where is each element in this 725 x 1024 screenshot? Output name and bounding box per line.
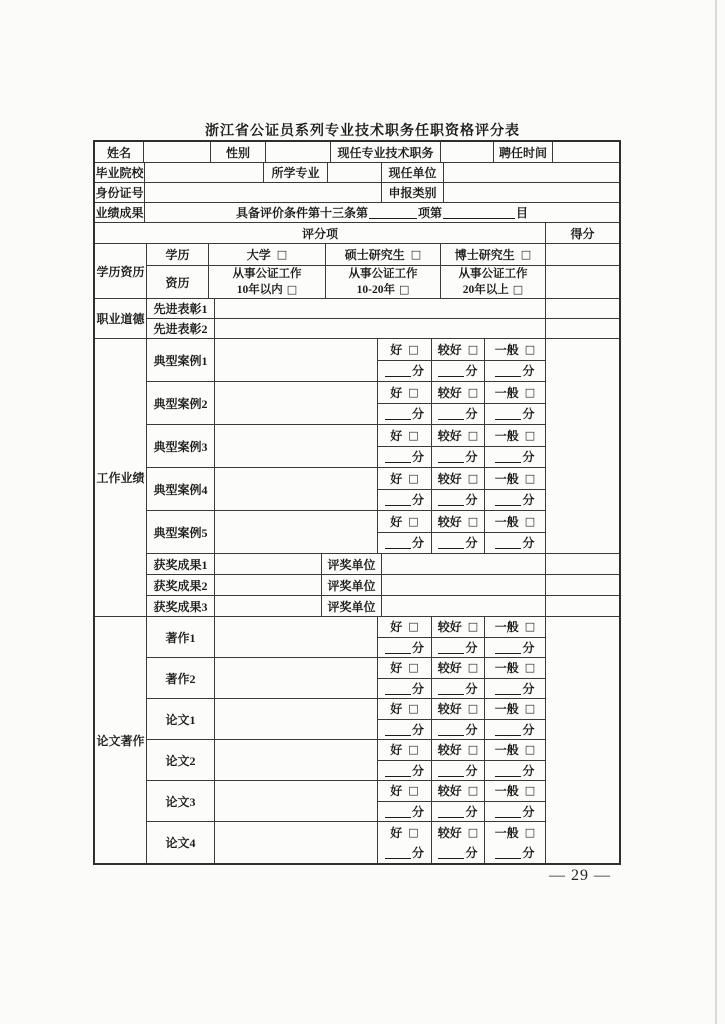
checkbox-icon: □ [408, 471, 419, 485]
checkbox-icon: □ [408, 661, 419, 675]
education-group-label: 学历资历 [95, 244, 147, 299]
case-row [147, 425, 546, 468]
publication-rating [378, 822, 546, 863]
case-row [147, 511, 546, 554]
award-unit-value [382, 554, 546, 575]
ethics-group-label: 职业道德 [95, 299, 147, 339]
rating-normal-label: 一般 [494, 471, 519, 486]
publication-rating [378, 740, 546, 781]
checkbox-icon: □ [467, 514, 479, 528]
case-rating [378, 382, 546, 425]
rating-normal-label: 一般 [494, 661, 519, 676]
checkbox-icon: □ [398, 282, 410, 296]
rating-good-label: 好 [390, 385, 403, 400]
rating-good-label: 好 [390, 743, 403, 758]
score-header-row [95, 223, 619, 244]
checkbox-icon: □ [467, 342, 479, 356]
publication-content [215, 699, 378, 740]
score-blank: 分 [378, 802, 432, 823]
achievement-text-pre: 具备评价条件第十三条第 [235, 206, 368, 220]
checkbox-icon: □ [524, 661, 536, 675]
checkbox-icon: □ [467, 825, 479, 839]
ethics-row [147, 319, 619, 339]
publication-label: 论文3 [147, 781, 215, 822]
publications-score-cell [546, 617, 619, 863]
score-blank: 分 [378, 679, 432, 700]
award-row [147, 575, 619, 596]
award-value [215, 554, 322, 575]
checkbox-icon: □ [524, 702, 536, 716]
section-ethics [95, 299, 619, 339]
checkbox-icon: □ [408, 702, 419, 716]
degree-score-cell [546, 244, 619, 266]
rating-normal-label: 一般 [494, 428, 519, 443]
rating-better-label: 较好 [437, 825, 462, 840]
id-number-label: 身份证号 [95, 183, 145, 203]
score-blank: 分 [378, 533, 432, 555]
award-label: 获奖成果3 [147, 596, 215, 617]
checkbox-icon: □ [410, 248, 422, 261]
award-unit-label: 评奖单位 [322, 596, 382, 617]
performance-group-label: 工作业绩 [95, 339, 147, 617]
rating-better-label: 较好 [437, 661, 462, 676]
checkbox-icon: □ [408, 428, 419, 442]
id-number-value [145, 183, 382, 203]
score-blank: 分 [378, 843, 432, 864]
section-performance [95, 339, 619, 617]
info-row-2 [95, 163, 619, 183]
score-blank: 分 [378, 447, 432, 469]
checkbox-icon: □ [524, 428, 536, 442]
page-title: 浙江省公证员系列专业技术职务任职资格评分表 [205, 124, 520, 139]
achievement-condition [145, 203, 619, 223]
commendation-value [215, 299, 546, 319]
major-value [328, 163, 382, 183]
checkbox-icon: □ [467, 471, 479, 485]
rating-better-label: 较好 [437, 385, 462, 400]
name-label: 姓名 [95, 142, 144, 163]
experience-option-under10: 从事公证工作 10年以内 □ [209, 266, 326, 299]
page-number: — 29 — [549, 867, 611, 884]
unit-value [444, 163, 619, 183]
publication-content [215, 781, 378, 822]
score-items-header: 评分项 [95, 223, 546, 244]
achievement-label: 业绩成果 [95, 203, 145, 223]
rating-good-label: 好 [390, 514, 403, 529]
checkbox-icon: □ [524, 342, 536, 356]
rating-normal-label: 一般 [494, 825, 519, 840]
score-blank: 分 [485, 361, 546, 383]
score-blank: 分 [485, 761, 546, 782]
award-unit-value [382, 596, 546, 617]
award-value [215, 596, 322, 617]
case-content [215, 425, 378, 468]
case-label: 典型案例3 [147, 425, 215, 468]
score-blank: 分 [485, 490, 546, 512]
checkbox-icon: □ [467, 702, 479, 716]
checkbox-icon: □ [467, 743, 479, 757]
degree-option-university: 大学 □ [209, 244, 326, 266]
checkbox-icon: □ [408, 514, 419, 528]
checkbox-icon: □ [408, 825, 419, 839]
score-blank: 分 [432, 447, 485, 469]
publication-label: 著作1 [147, 617, 215, 658]
case-row [147, 339, 546, 382]
degree-label: 学历 [147, 244, 209, 266]
case-rating [378, 425, 546, 468]
score-blank: 分 [378, 361, 432, 383]
current-position-value [441, 142, 494, 163]
info-row-1 [95, 142, 619, 163]
checkbox-icon: □ [467, 428, 479, 442]
score-blank: 分 [485, 720, 546, 741]
award-unit-value [382, 575, 546, 596]
checkbox-icon: □ [467, 661, 479, 675]
school-label: 毕业院校 [95, 163, 145, 183]
score-blank: 分 [432, 761, 485, 782]
score-blank: 分 [378, 490, 432, 512]
checkbox-icon: □ [524, 385, 536, 399]
score-blank: 分 [432, 802, 485, 823]
checkbox-icon: □ [467, 385, 479, 399]
publication-rating [378, 658, 546, 699]
publication-label: 论文1 [147, 699, 215, 740]
award-unit-label: 评奖单位 [322, 554, 382, 575]
checkbox-icon: □ [408, 620, 419, 634]
rating-good-label: 好 [390, 825, 403, 840]
score-blank: 分 [378, 720, 432, 741]
award-score-cell [546, 596, 619, 617]
rating-normal-label: 一般 [494, 385, 519, 400]
case-label: 典型案例4 [147, 468, 215, 511]
case-label: 典型案例1 [147, 339, 215, 382]
publication-rating [378, 699, 546, 740]
rating-good-label: 好 [390, 471, 403, 486]
award-row [147, 596, 619, 617]
blank-underline [369, 206, 417, 219]
rating-better-label: 较好 [437, 514, 462, 529]
case-rating [378, 511, 546, 554]
case-label: 典型案例2 [147, 382, 215, 425]
score-blank: 分 [485, 447, 546, 469]
major-label: 所学专业 [264, 163, 328, 183]
publication-content [215, 740, 378, 781]
blank-underline [443, 206, 515, 219]
score-column-header: 得分 [546, 223, 619, 244]
rating-normal-label: 一般 [494, 702, 519, 717]
score-blank: 分 [378, 638, 432, 659]
score-blank: 分 [432, 361, 485, 383]
checkbox-icon: □ [408, 385, 419, 399]
rating-good-label: 好 [390, 784, 403, 799]
award-rows [147, 554, 619, 617]
scan-page-edge [715, 0, 717, 1024]
rating-normal-label: 一般 [494, 620, 519, 635]
ethics-row [147, 299, 619, 319]
rating-normal-label: 一般 [494, 784, 519, 799]
rating-normal-label: 一般 [494, 342, 519, 357]
info-row-3 [95, 183, 619, 203]
experience-label: 资历 [147, 266, 209, 299]
hire-time-value [553, 142, 619, 163]
publication-row [147, 740, 546, 781]
rating-better-label: 较好 [437, 428, 462, 443]
award-row [147, 554, 619, 575]
checkbox-icon: □ [524, 514, 536, 528]
publication-row [147, 658, 546, 699]
publication-rows [147, 617, 546, 863]
publication-row [147, 699, 546, 740]
award-score-cell [546, 575, 619, 596]
unit-label: 现任单位 [382, 163, 444, 183]
rating-normal-label: 一般 [494, 514, 519, 529]
publications-group-label: 论文著作 [95, 617, 147, 863]
checkbox-icon: □ [512, 282, 524, 296]
hire-time-label: 聘任时间 [494, 142, 553, 163]
experience-option-over20: 从事公证工作 20年以上 □ [441, 266, 546, 299]
achievement-text-mid: 项第 [417, 206, 442, 220]
case-content [215, 468, 378, 511]
score-blank: 分 [485, 802, 546, 823]
checkbox-icon: □ [467, 620, 479, 634]
checkbox-icon: □ [524, 620, 536, 634]
publication-rating [378, 617, 546, 658]
rating-good-label: 好 [390, 342, 403, 357]
publication-content [215, 658, 378, 699]
score-blank: 分 [485, 638, 546, 659]
checkbox-icon: □ [286, 282, 298, 296]
publication-label: 论文4 [147, 822, 215, 863]
rating-better-label: 较好 [437, 471, 462, 486]
case-content [215, 339, 378, 382]
score-blank: 分 [432, 843, 485, 864]
publication-rating [378, 781, 546, 822]
checkbox-icon: □ [408, 784, 419, 798]
rating-good-label: 好 [390, 428, 403, 443]
score-blank: 分 [432, 638, 485, 659]
case-content [215, 511, 378, 554]
gender-label: 性别 [211, 142, 266, 163]
checkbox-icon: □ [467, 784, 479, 798]
degree-row [147, 244, 619, 266]
score-blank: 分 [432, 533, 485, 555]
score-blank: 分 [378, 761, 432, 782]
checkbox-icon: □ [524, 784, 536, 798]
publication-row [147, 781, 546, 822]
award-label: 获奖成果1 [147, 554, 215, 575]
rating-better-label: 较好 [437, 620, 462, 635]
checkbox-icon: □ [524, 743, 536, 757]
degree-option-master: 硕士研究生 □ [326, 244, 441, 266]
commendation-label: 先进表彰1 [147, 299, 215, 319]
rating-good-label: 好 [390, 661, 403, 676]
score-blank: 分 [378, 404, 432, 426]
achievement-text-post: 目 [516, 206, 529, 220]
rating-better-label: 较好 [437, 743, 462, 758]
score-blank: 分 [432, 720, 485, 741]
case-row [147, 382, 546, 425]
checkbox-icon: □ [408, 743, 419, 757]
case-rating [378, 468, 546, 511]
section-education [95, 244, 619, 299]
gender-value [266, 142, 331, 163]
checkbox-icon: □ [524, 825, 536, 839]
achievement-row [95, 203, 619, 223]
rating-good-label: 好 [390, 620, 403, 635]
current-position-label: 现任专业技术职务 [331, 142, 441, 163]
section-publications [95, 617, 619, 863]
commendation-value [215, 319, 546, 339]
experience-score-cell [546, 266, 619, 299]
rating-normal-label: 一般 [494, 743, 519, 758]
score-blank: 分 [485, 404, 546, 426]
commendation-score-cell [546, 299, 619, 319]
case-content [215, 382, 378, 425]
degree-option-doctor: 博士研究生 □ [441, 244, 546, 266]
award-unit-label: 评奖单位 [322, 575, 382, 596]
rating-better-label: 较好 [437, 784, 462, 799]
checkbox-icon: □ [276, 248, 288, 261]
award-label: 获奖成果2 [147, 575, 215, 596]
checkbox-icon: □ [408, 342, 419, 356]
score-blank: 分 [432, 490, 485, 512]
checkbox-icon: □ [520, 248, 532, 261]
score-blank: 分 [485, 843, 546, 864]
experience-option-10to20: 从事公证工作 10-20年 □ [326, 266, 441, 299]
publication-row [147, 617, 546, 658]
publication-label: 论文2 [147, 740, 215, 781]
school-value [145, 163, 264, 183]
case-row [147, 468, 546, 511]
ethics-rows [147, 299, 619, 339]
award-score-cell [546, 554, 619, 575]
name-value [144, 142, 211, 163]
experience-row [147, 266, 619, 299]
cases-score-cell [546, 339, 619, 554]
commendation-score-cell [546, 319, 619, 339]
publication-content [215, 822, 378, 863]
publication-content [215, 617, 378, 658]
commendation-label: 先进表彰2 [147, 319, 215, 339]
award-value [215, 575, 322, 596]
rating-better-label: 较好 [437, 342, 462, 357]
case-rating [378, 339, 546, 382]
publication-label: 著作2 [147, 658, 215, 699]
checkbox-icon: □ [524, 471, 536, 485]
apply-category-label: 申报类别 [382, 183, 444, 203]
case-rows [147, 339, 546, 554]
score-blank: 分 [432, 404, 485, 426]
scoring-form-table [93, 140, 621, 865]
case-label: 典型案例5 [147, 511, 215, 554]
apply-category-value [444, 183, 619, 203]
score-blank: 分 [432, 679, 485, 700]
score-blank: 分 [485, 533, 546, 555]
score-blank: 分 [485, 679, 546, 700]
rating-better-label: 较好 [437, 702, 462, 717]
publication-row [147, 822, 546, 863]
rating-good-label: 好 [390, 702, 403, 717]
